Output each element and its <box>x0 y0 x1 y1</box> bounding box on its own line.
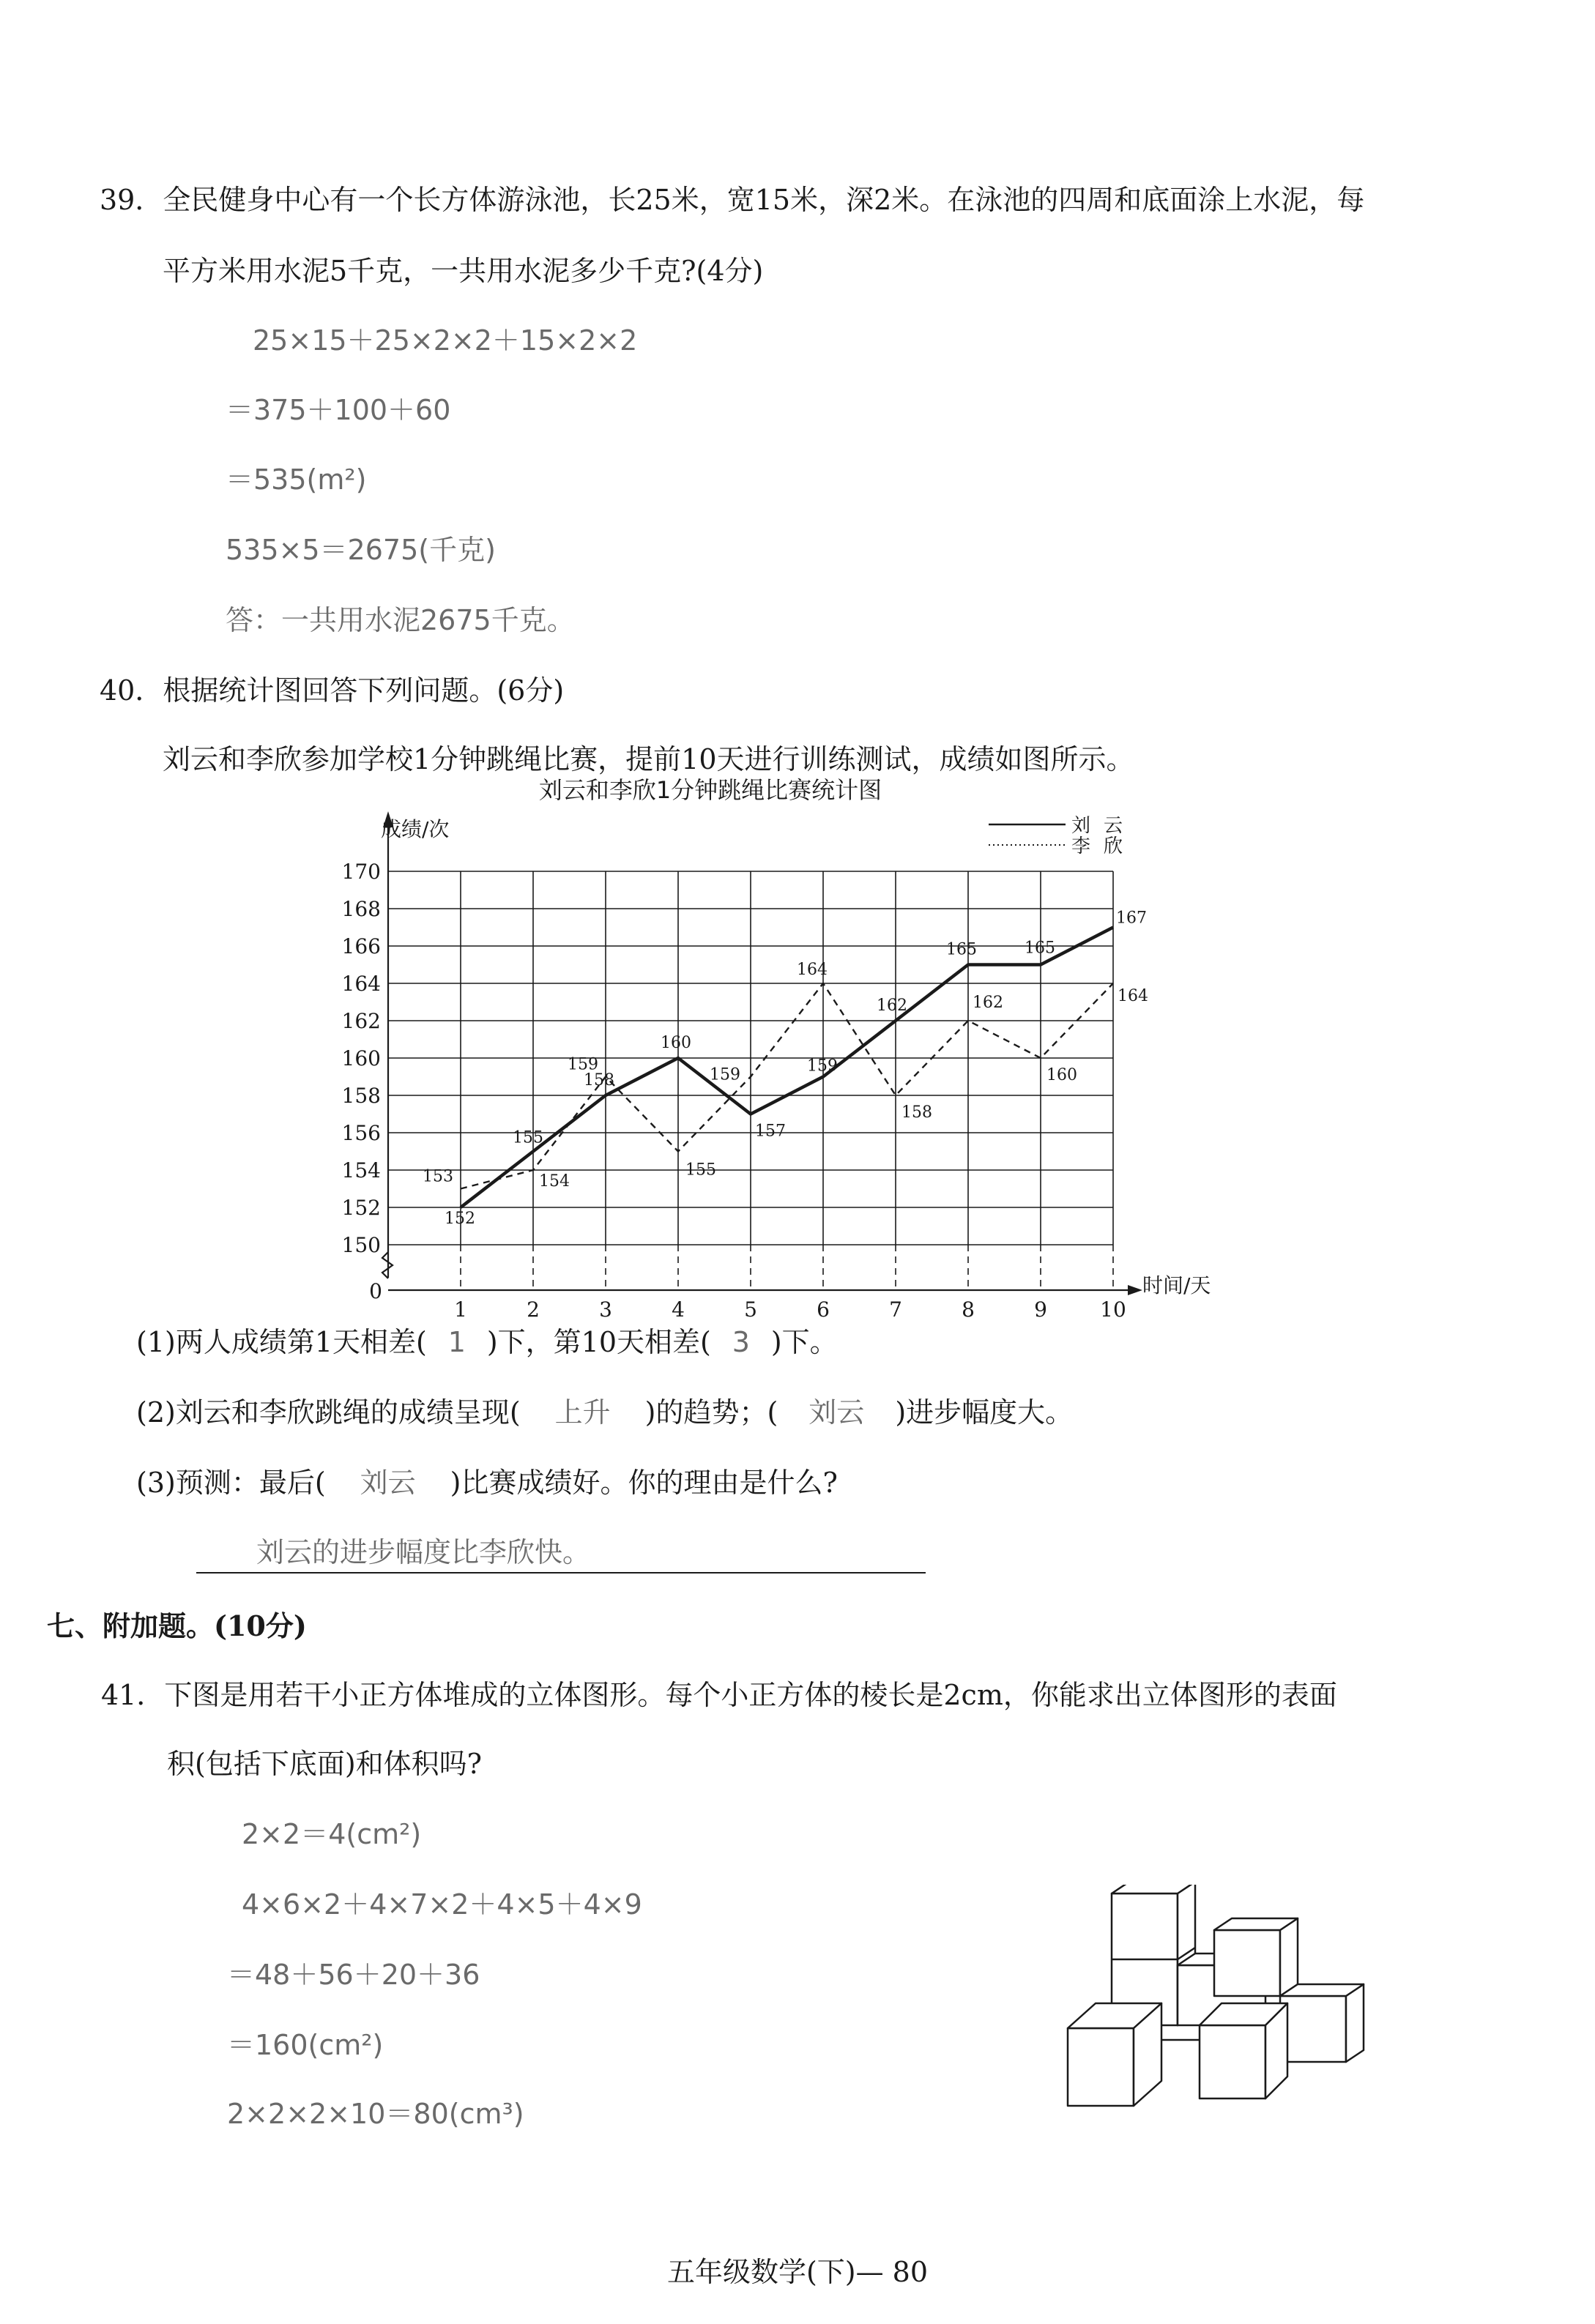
y-tick-label: 160 <box>341 1046 381 1070</box>
q41-work-5: 2×2×2×10＝80(cm³) <box>227 2098 524 2130</box>
chart-legend <box>989 815 1136 857</box>
data-label-liuyun: 157 <box>755 1122 786 1141</box>
q39-answer: 答：一共用水泥2675千克。 <box>226 604 575 636</box>
x-tick-label: 1 <box>454 1297 467 1318</box>
chart-axes <box>382 811 1142 1295</box>
q39-work-4: 535×5＝2675(千克) <box>226 534 496 566</box>
q39-work-1: 25×15＋25×2×2＋15×2×2 <box>253 324 638 357</box>
data-label-lixin: 160 <box>1046 1066 1077 1084</box>
q41-line1: 41．下图是用若干小正方体堆成的立体图形。每个小正方体的棱长是2cm，你能求出立体图形的表面 <box>101 1679 1337 1711</box>
q39-line1: 39．全民健身中心有一个长方体游泳池，长25米，宽15米，深2米。在泳池的四周和底面涂上水泥，每 <box>100 184 1365 216</box>
data-label-lixin: 164 <box>797 961 828 979</box>
q41-line2: 积(包括下底面)和体积吗? <box>167 1748 483 1780</box>
legend-label-liuyun: 刘云 <box>1071 815 1137 837</box>
q40-reason: 刘云的进步幅度比李欣快。 <box>256 1536 591 1568</box>
x-tick-label: 9 <box>1034 1297 1047 1318</box>
x-tick-label: 5 <box>744 1297 757 1318</box>
y-tick-label: 154 <box>341 1158 381 1183</box>
y-tick-label: 158 <box>341 1084 381 1108</box>
q40-sub1 <box>136 1324 838 1360</box>
q40-reason-underline <box>196 1572 926 1573</box>
q40-sub1-answer1: 1 <box>447 1326 466 1358</box>
x-tick-label: 6 <box>817 1297 830 1318</box>
cube-front-mid <box>1200 2025 1265 2098</box>
data-label-liuyun: 167 <box>1116 909 1147 928</box>
y-zero-label: 0 <box>369 1279 382 1303</box>
x-axis-arrow <box>1128 1285 1142 1295</box>
y-tick-label: 166 <box>341 934 381 958</box>
stacked-cubes-figure <box>1060 1885 1397 2134</box>
data-label-lixin: 164 <box>1118 987 1148 1005</box>
y-tick-label: 168 <box>341 897 381 921</box>
series-line-lixin <box>461 983 1113 1189</box>
data-label-lixin: 159 <box>710 1065 740 1084</box>
x-tick-label: 4 <box>672 1297 685 1318</box>
q40-sub1-text-c: )下。 <box>770 1326 838 1358</box>
x-tick-label: 7 <box>889 1297 902 1318</box>
q40-sub2-answer2: 刘云 <box>808 1396 865 1429</box>
data-label-lixin: 153 <box>423 1167 453 1186</box>
data-label-liuyun: 165 <box>1025 939 1055 958</box>
q40-sub2-answer1: 上升 <box>554 1396 611 1429</box>
data-label-lixin: 162 <box>973 994 1003 1012</box>
x-tick-label: 2 <box>527 1297 540 1318</box>
x-axis-label: 时间/天 <box>1142 1273 1211 1297</box>
y-tick-label: 164 <box>341 972 381 996</box>
q40-sub2-text-b: )的趋势；( <box>644 1396 778 1429</box>
q40-sub2 <box>136 1394 1073 1431</box>
data-label-liuyun: 160 <box>661 1034 691 1052</box>
q40-sub3-text-b: )比赛成绩好。你的理由是什么? <box>450 1467 838 1499</box>
data-label-lixin: 159 <box>568 1055 598 1074</box>
q41-work-2: 4×6×2＋4×7×2＋4×5＋4×9 <box>242 1888 642 1921</box>
q39-work-2: ＝375＋100＋60 <box>226 394 451 426</box>
data-label-lixin: 155 <box>685 1161 716 1180</box>
q39-work-3: ＝535(m²) <box>226 463 367 496</box>
y-tick-labels <box>342 860 381 1257</box>
x-tick-label: 3 <box>599 1297 612 1318</box>
jump-rope-line-chart <box>315 776 1245 1318</box>
q41-work-3: ＝48＋56＋20＋36 <box>227 1959 480 1991</box>
y-axis-label: 成绩/次 <box>381 817 450 841</box>
x-tick-label: 8 <box>962 1297 975 1318</box>
data-label-liuyun: 162 <box>877 997 907 1015</box>
data-label-liuyun: 155 <box>513 1128 543 1147</box>
data-label-lixin: 158 <box>901 1103 932 1122</box>
q40-sub2-text-a: (2)刘云和李欣跳绳的成绩呈现( <box>136 1396 521 1429</box>
q40-sub1-text-b: )下，第10天相差( <box>486 1326 711 1358</box>
section-7-title: 七、附加题。(10分) <box>47 1609 307 1642</box>
cube-front-left <box>1068 2028 1134 2106</box>
x-tick-label: 10 <box>1100 1297 1126 1318</box>
q39-line2: 平方米用水泥5千克，一共用水泥多少千克?(4分) <box>163 255 764 287</box>
y-tick-label: 152 <box>341 1196 381 1220</box>
data-label-liuyun: 158 <box>584 1071 614 1090</box>
data-label-liuyun: 165 <box>946 940 977 959</box>
chart-title: 刘云和李欣1分钟跳绳比赛统计图 <box>538 776 882 804</box>
cube-right-front <box>1280 1996 1346 2062</box>
y-tick-label: 150 <box>341 1233 381 1257</box>
cube-raised-front <box>1214 1930 1280 1996</box>
chart-grid <box>388 871 1113 1290</box>
x-tick-labels <box>454 1297 1126 1318</box>
data-label-lixin: 154 <box>539 1172 570 1191</box>
q40-sub1-answer2: 3 <box>732 1326 750 1358</box>
q40-sub2-text-c: )进步幅度大。 <box>895 1396 1074 1429</box>
data-label-liuyun: 159 <box>807 1057 838 1076</box>
q40-sub3-text-a: (3)预测：最后( <box>136 1467 326 1499</box>
series-line-liuyun <box>461 928 1113 1208</box>
page-footer: 五年级数学(下)— 80 <box>666 2256 929 2288</box>
q40-sub3-answer: 刘云 <box>360 1467 416 1499</box>
q41-work-1: 2×2＝4(cm²) <box>242 1818 422 1850</box>
legend-label-lixin: 李欣 <box>1071 835 1137 857</box>
cube-right-side <box>1346 1984 1364 2062</box>
q41-work-4: ＝160(cm²) <box>227 2029 384 2061</box>
y-tick-label: 162 <box>341 1009 381 1033</box>
q40-sub3 <box>136 1464 838 1501</box>
q40-intro: 刘云和李欣参加学校1分钟跳绳比赛，提前10天进行训练测试，成绩如图所示。 <box>163 743 1134 775</box>
q40-line1: 40．根据统计图回答下列问题。(6分) <box>100 674 565 707</box>
q40-sub1-text-a: (1)两人成绩第1天相差( <box>136 1326 427 1358</box>
cube-raised-side <box>1280 1918 1298 1996</box>
chart-series <box>423 909 1148 1229</box>
data-label-liuyun: 152 <box>445 1210 475 1228</box>
y-tick-label: 170 <box>341 860 381 884</box>
y-tick-label: 156 <box>341 1121 381 1145</box>
